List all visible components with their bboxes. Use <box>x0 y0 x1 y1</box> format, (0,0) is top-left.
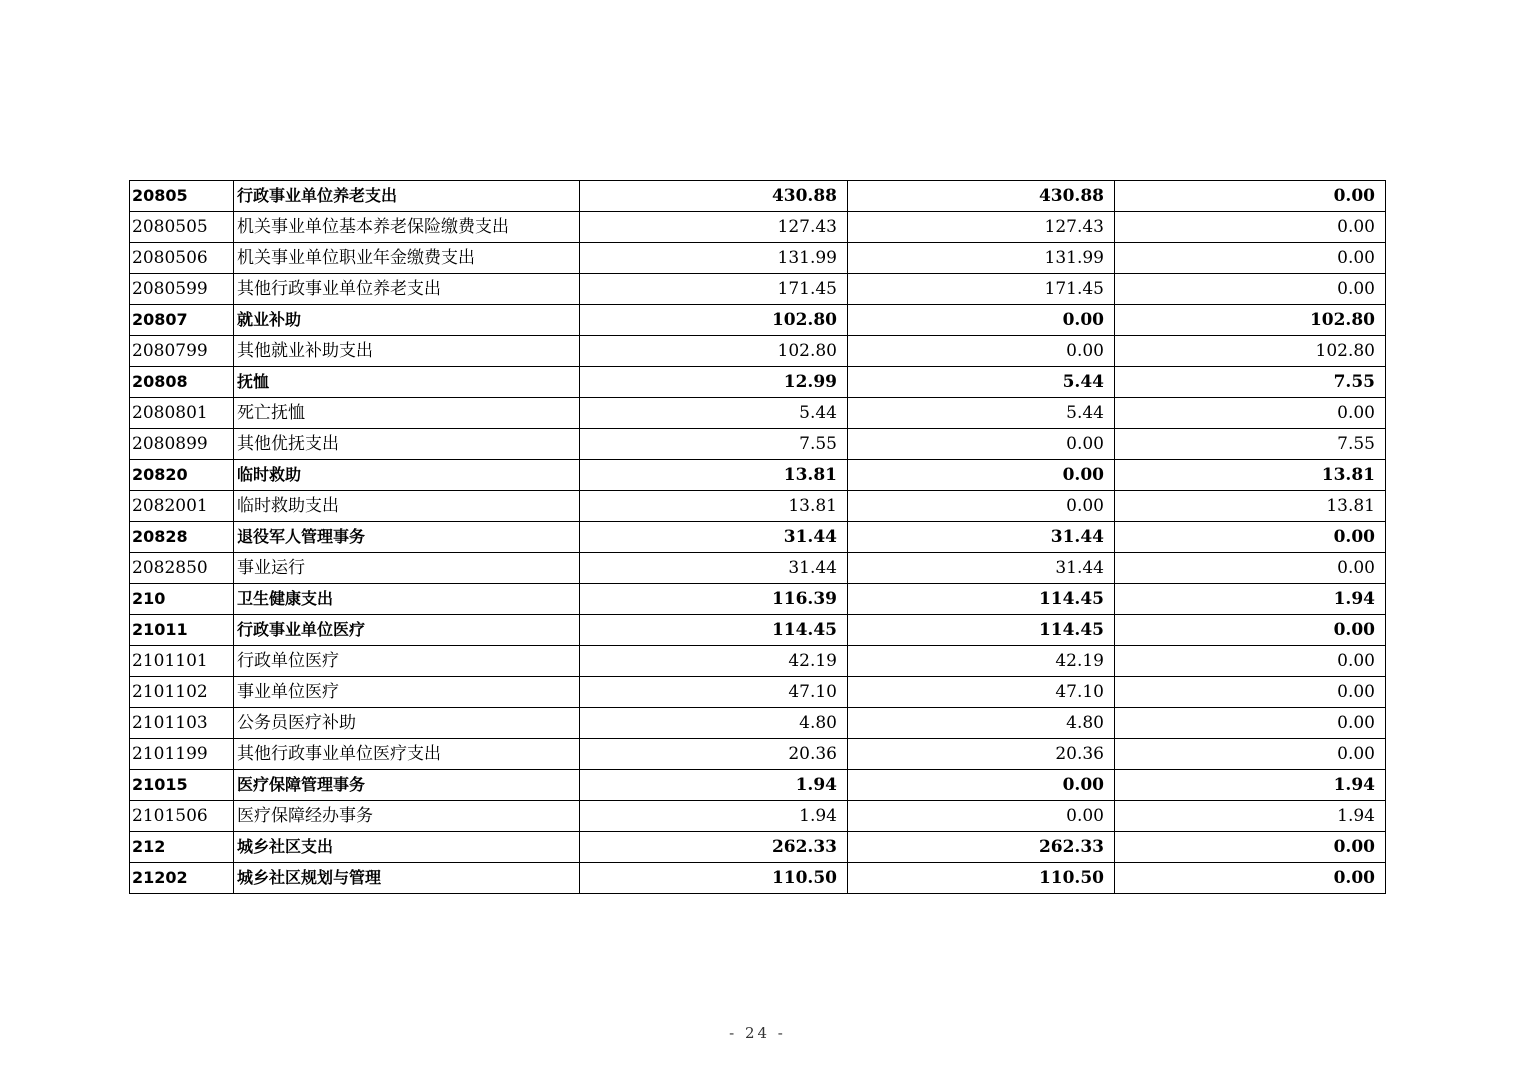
code-cell: 2080505 <box>130 212 234 243</box>
total-cell: 127.43 <box>580 212 848 243</box>
table-row <box>130 770 1386 801</box>
total-cell: 5.44 <box>580 398 848 429</box>
table-row <box>130 181 1386 212</box>
code-cell: 2080801 <box>130 398 234 429</box>
code-cell: 2101103 <box>130 708 234 739</box>
name-cell: 行政事业单位医疗 <box>234 615 580 646</box>
name-cell: 城乡社区支出 <box>234 832 580 863</box>
basic-cell: 47.10 <box>848 677 1115 708</box>
project-cell: 0.00 <box>1115 181 1386 212</box>
basic-cell: 0.00 <box>848 801 1115 832</box>
total-cell: 430.88 <box>580 181 848 212</box>
total-cell: 114.45 <box>580 615 848 646</box>
basic-cell: 131.99 <box>848 243 1115 274</box>
total-cell: 131.99 <box>580 243 848 274</box>
basic-cell: 430.88 <box>848 181 1115 212</box>
name-cell: 临时救助 <box>234 460 580 491</box>
table-row <box>130 212 1386 243</box>
project-cell: 7.55 <box>1115 367 1386 398</box>
total-cell: 110.50 <box>580 863 848 894</box>
project-cell: 13.81 <box>1115 460 1386 491</box>
basic-cell: 262.33 <box>848 832 1115 863</box>
name-cell: 其他行政事业单位医疗支出 <box>234 739 580 770</box>
name-cell: 退役军人管理事务 <box>234 522 580 553</box>
table-row <box>130 429 1386 460</box>
project-cell: 0.00 <box>1115 739 1386 770</box>
code-cell: 2080799 <box>130 336 234 367</box>
project-cell: 0.00 <box>1115 212 1386 243</box>
total-cell: 20.36 <box>580 739 848 770</box>
code-cell: 21015 <box>130 770 234 801</box>
code-cell: 2080899 <box>130 429 234 460</box>
code-cell: 210 <box>130 584 234 615</box>
name-cell: 其他行政事业单位养老支出 <box>234 274 580 305</box>
total-cell: 7.55 <box>580 429 848 460</box>
total-cell: 1.94 <box>580 801 848 832</box>
name-cell: 其他优抚支出 <box>234 429 580 460</box>
total-cell: 102.80 <box>580 305 848 336</box>
basic-cell: 0.00 <box>848 770 1115 801</box>
code-cell: 2101199 <box>130 739 234 770</box>
total-cell: 31.44 <box>580 553 848 584</box>
name-cell: 就业补助 <box>234 305 580 336</box>
total-cell: 102.80 <box>580 336 848 367</box>
basic-cell: 5.44 <box>848 398 1115 429</box>
name-cell: 医疗保障管理事务 <box>234 770 580 801</box>
basic-cell: 4.80 <box>848 708 1115 739</box>
table-row <box>130 274 1386 305</box>
name-cell: 城乡社区规划与管理 <box>234 863 580 894</box>
name-cell: 公务员医疗补助 <box>234 708 580 739</box>
table-body <box>130 181 1386 894</box>
basic-cell: 110.50 <box>848 863 1115 894</box>
total-cell: 47.10 <box>580 677 848 708</box>
name-cell: 事业单位医疗 <box>234 677 580 708</box>
name-cell: 临时救助支出 <box>234 491 580 522</box>
table-row <box>130 367 1386 398</box>
code-cell: 20808 <box>130 367 234 398</box>
budget-table <box>129 180 1386 894</box>
code-cell: 20805 <box>130 181 234 212</box>
name-cell: 机关事业单位职业年金缴费支出 <box>234 243 580 274</box>
project-cell: 0.00 <box>1115 646 1386 677</box>
basic-cell: 127.43 <box>848 212 1115 243</box>
project-cell: 102.80 <box>1115 305 1386 336</box>
page-number: - 24 - <box>729 1024 786 1042</box>
basic-cell: 0.00 <box>848 429 1115 460</box>
code-cell: 2101102 <box>130 677 234 708</box>
basic-cell: 0.00 <box>848 336 1115 367</box>
project-cell: 0.00 <box>1115 677 1386 708</box>
table-row <box>130 491 1386 522</box>
basic-cell: 0.00 <box>848 305 1115 336</box>
project-cell: 7.55 <box>1115 429 1386 460</box>
basic-cell: 42.19 <box>848 646 1115 677</box>
name-cell: 机关事业单位基本养老保险缴费支出 <box>234 212 580 243</box>
name-cell: 事业运行 <box>234 553 580 584</box>
total-cell: 116.39 <box>580 584 848 615</box>
total-cell: 13.81 <box>580 460 848 491</box>
total-cell: 12.99 <box>580 367 848 398</box>
basic-cell: 114.45 <box>848 584 1115 615</box>
code-cell: 2080506 <box>130 243 234 274</box>
table-row <box>130 584 1386 615</box>
name-cell: 行政事业单位养老支出 <box>234 181 580 212</box>
code-cell: 212 <box>130 832 234 863</box>
table-row <box>130 739 1386 770</box>
table-row <box>130 615 1386 646</box>
name-cell: 其他就业补助支出 <box>234 336 580 367</box>
project-cell: 0.00 <box>1115 832 1386 863</box>
total-cell: 13.81 <box>580 491 848 522</box>
total-cell: 262.33 <box>580 832 848 863</box>
code-cell: 20828 <box>130 522 234 553</box>
table-row <box>130 460 1386 491</box>
table-row <box>130 553 1386 584</box>
table-row <box>130 398 1386 429</box>
total-cell: 31.44 <box>580 522 848 553</box>
basic-cell: 31.44 <box>848 522 1115 553</box>
table-row <box>130 708 1386 739</box>
basic-cell: 171.45 <box>848 274 1115 305</box>
basic-cell: 5.44 <box>848 367 1115 398</box>
code-cell: 21011 <box>130 615 234 646</box>
table-row <box>130 336 1386 367</box>
basic-cell: 114.45 <box>848 615 1115 646</box>
name-cell: 行政单位医疗 <box>234 646 580 677</box>
code-cell: 2082850 <box>130 553 234 584</box>
name-cell: 医疗保障经办事务 <box>234 801 580 832</box>
table-row <box>130 832 1386 863</box>
project-cell: 1.94 <box>1115 801 1386 832</box>
project-cell: 0.00 <box>1115 615 1386 646</box>
total-cell: 4.80 <box>580 708 848 739</box>
total-cell: 1.94 <box>580 770 848 801</box>
basic-cell: 0.00 <box>848 460 1115 491</box>
table-row <box>130 863 1386 894</box>
name-cell: 死亡抚恤 <box>234 398 580 429</box>
name-cell: 卫生健康支出 <box>234 584 580 615</box>
basic-cell: 0.00 <box>848 491 1115 522</box>
basic-cell: 20.36 <box>848 739 1115 770</box>
project-cell: 0.00 <box>1115 553 1386 584</box>
total-cell: 171.45 <box>580 274 848 305</box>
project-cell: 0.00 <box>1115 274 1386 305</box>
project-cell: 0.00 <box>1115 863 1386 894</box>
project-cell: 13.81 <box>1115 491 1386 522</box>
table-row <box>130 243 1386 274</box>
code-cell: 2080599 <box>130 274 234 305</box>
project-cell: 0.00 <box>1115 522 1386 553</box>
code-cell: 2082001 <box>130 491 234 522</box>
basic-cell: 31.44 <box>848 553 1115 584</box>
code-cell: 2101506 <box>130 801 234 832</box>
project-cell: 0.00 <box>1115 708 1386 739</box>
project-cell: 1.94 <box>1115 584 1386 615</box>
code-cell: 21202 <box>130 863 234 894</box>
code-cell: 20820 <box>130 460 234 491</box>
table-row <box>130 305 1386 336</box>
table-row <box>130 677 1386 708</box>
total-cell: 42.19 <box>580 646 848 677</box>
project-cell: 1.94 <box>1115 770 1386 801</box>
project-cell: 102.80 <box>1115 336 1386 367</box>
table-row <box>130 646 1386 677</box>
project-cell: 0.00 <box>1115 243 1386 274</box>
code-cell: 20807 <box>130 305 234 336</box>
table-row <box>130 522 1386 553</box>
name-cell: 抚恤 <box>234 367 580 398</box>
code-cell: 2101101 <box>130 646 234 677</box>
table-row <box>130 801 1386 832</box>
project-cell: 0.00 <box>1115 398 1386 429</box>
